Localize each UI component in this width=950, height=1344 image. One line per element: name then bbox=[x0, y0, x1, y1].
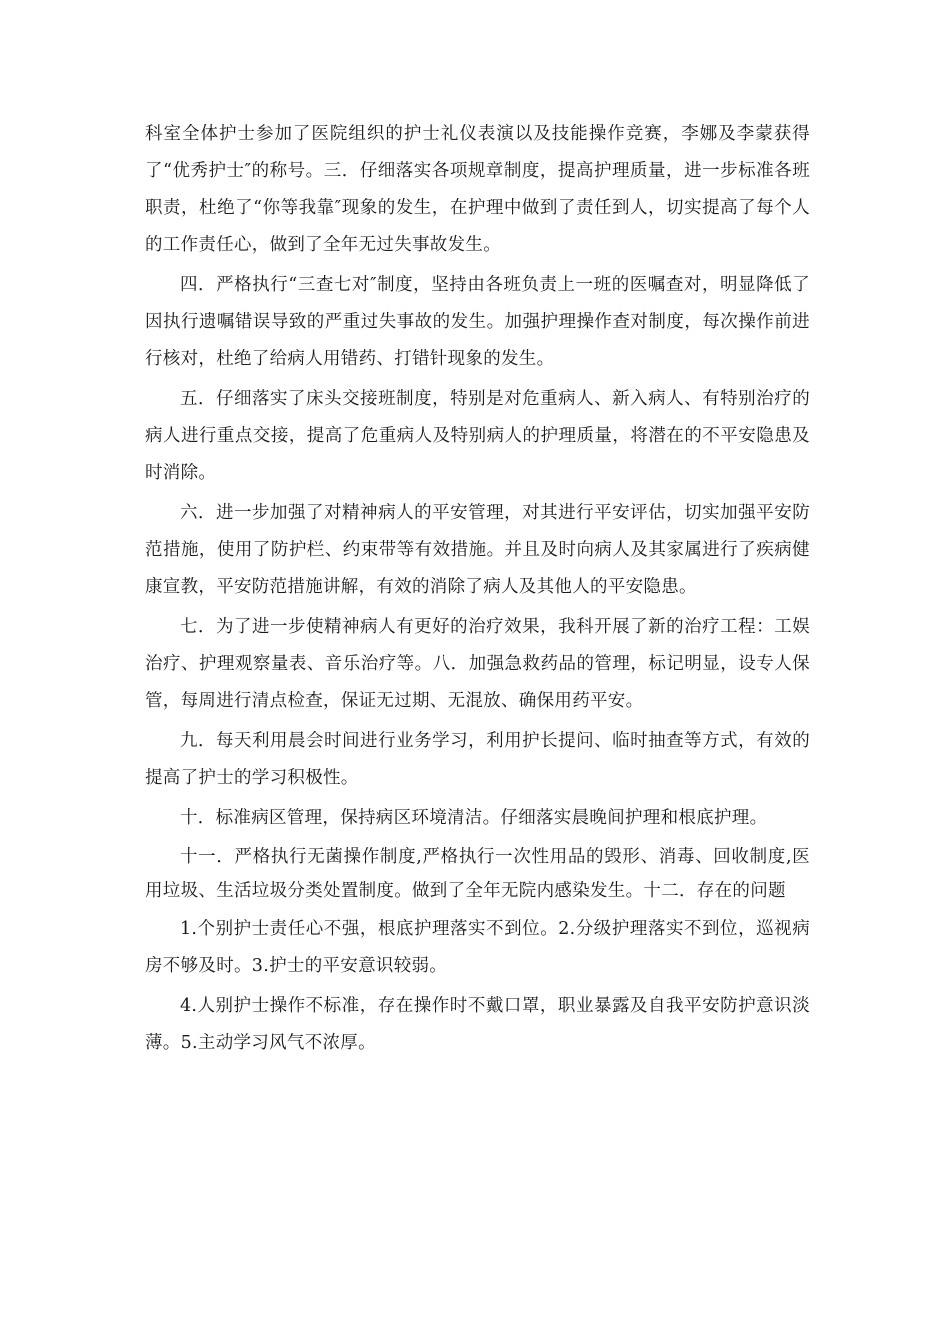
document-body bbox=[145, 116, 810, 1065]
paragraph-6: 九．每天利用晨会时间进行业务学习，利用护长提问、临时抽查等方式，有效的提高了护士的学习积极性。 bbox=[145, 731, 810, 788]
paragraph-8: 十一．严格执行无菌操作制度,严格执行一次性用品的毁形、消毒、回收制度,医用垃圾、生活垃圾分类处置制度。做到了全年无院内感染发生。十二．存在的问题 bbox=[145, 847, 810, 901]
paragraph-10: 4.人别护士操作不标准，存在操作时不戴口罩，职业暴露及自我平安防护意识淡薄。5.主动学习风气不浓厚。 bbox=[145, 996, 810, 1053]
paragraph-5: 七．为了进一步使精神病人有更好的治疗效果，我科开展了新的治疗工程：工娱治疗、护理观察量表、音乐治疗等。八．加强急救药品的管理，标记明显，设专人保管，每周进行清点检查，保证无过期、无混放、确保用药平安。 bbox=[145, 617, 810, 711]
paragraph-4: 六．进一步加强了对精神病人的平安管理，对其进行平安评估，切实加强平安防范措施，使用了防护栏、约束带等有效措施。并且及时向病人及其家属进行了疾病健康宣教，平安防范措施讲解，有效的消除了病人及其他人的平安隐患。 bbox=[145, 503, 810, 597]
paragraph-7: 十．标准病区管理，保持病区环境清洁。仔细落实晨晚间护理和根底护理。 bbox=[180, 808, 768, 828]
paragraph-9: 1.个别护士责任心不强，根底护理落实不到位。2.分级护理落实不到位，巡视病房不够及时。3.护士的平安意识较弱。 bbox=[145, 919, 810, 976]
paragraph-2: 四．严格执行“三查七对″制度，坚持由各班负责上一班的医嘱查对，明显降低了因执行遗嘱错误导致的严重过失事故的发生。加强护理操作查对制度，每次操作前进行核对，杜绝了给病人用错药、打错针现象的发生。 bbox=[145, 275, 810, 369]
paragraph-3: 五．仔细落实了床头交接班制度，特别是对危重病人、新入病人、有特别治疗的病人进行重点交接，提高了危重病人及特别病人的护理质量，将潜在的不平安隐患及时消除。 bbox=[145, 389, 810, 483]
paragraph-1: 科室全体护士参加了医院组织的护士礼仪表演以及技能操作竞赛，李娜及李蒙获得了“优秀护士″的称号。三．仔细落实各项规章制度，提高护理质量，进一步标准各班职责，杜绝了“你等我靠″现象的发生，在护理中做到了责任到人，切实提高了每个人的工作责任心，做到了全年无过失事故发生。 bbox=[145, 124, 810, 255]
